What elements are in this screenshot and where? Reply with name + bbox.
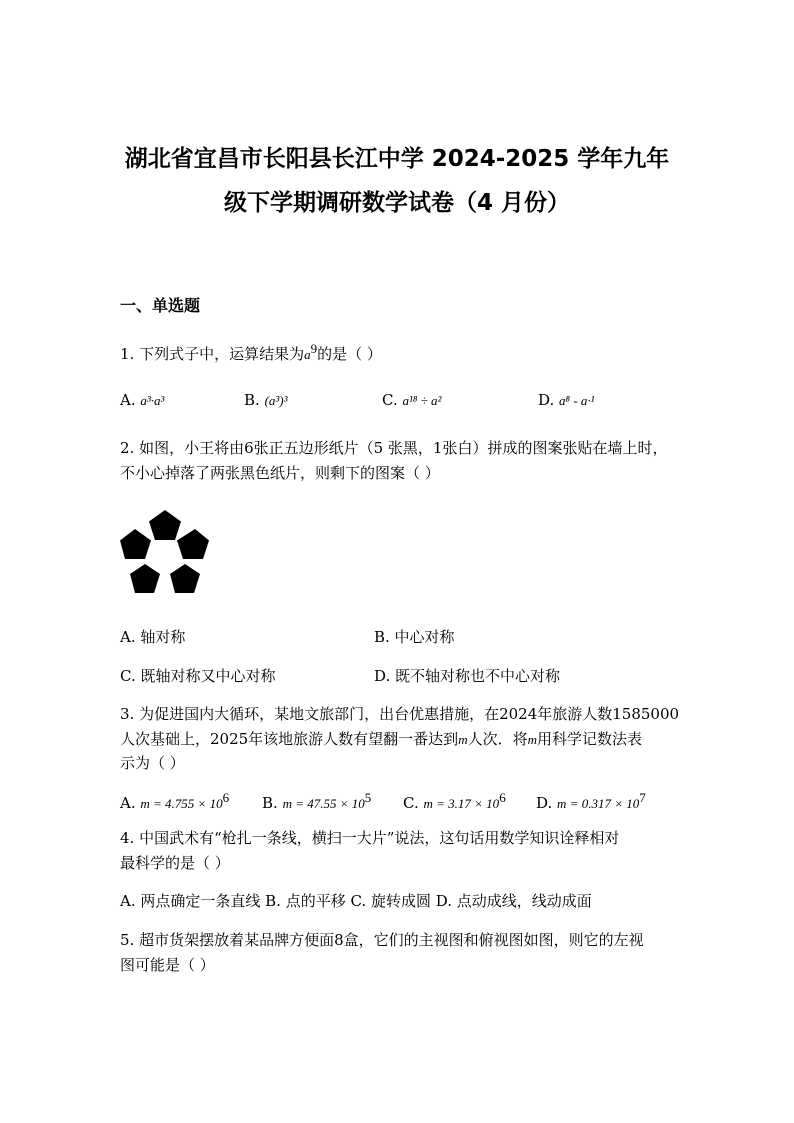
q2-stem-line2: 不小心掉落了两张黑色纸片，则剩下的图案（ ） <box>120 464 440 482</box>
q1-option-d-label: D. <box>538 391 555 409</box>
q1-option-c-math: a¹⁸ ÷ a² <box>402 393 442 408</box>
q4-options[interactable]: A. 两点确定一条直线 B. 点的平移 C. 旋转成圆 D. 点动成线，线动成面 <box>120 892 592 910</box>
q1-option-b-math: (a³)³ <box>264 393 288 408</box>
q1-option-d[interactable] <box>538 391 595 409</box>
q3-option-d[interactable] <box>536 790 646 812</box>
q5-stem-line1: 5. 超市货架摆放着某品牌方便面8盒，它们的主视图和俯视图如图，则它的左视 <box>120 931 644 949</box>
pentagon-right <box>177 529 209 559</box>
q3-option-d-math: m = 0.317 × 10 <box>557 796 640 811</box>
q1-stem-text: 1. 下列式子中，运算结果为 <box>120 345 305 363</box>
pentagon-pattern-figure <box>118 508 212 596</box>
q1-stem-tail: 的是（ ） <box>317 345 382 363</box>
q1-option-a-label: A. <box>120 391 136 409</box>
pentagon-bottom-right <box>170 564 200 593</box>
q1-stem <box>120 341 382 364</box>
q5-stem-line2: 图可能是（ ） <box>120 956 215 974</box>
q1-var: a <box>304 347 311 362</box>
q3-line2-text: 人次基础上，2025年该地旅游人数有望翻一番达到 <box>120 730 459 748</box>
q4-stem-line1: 4. 中国武术有“枪扎一条线，横扫一大片”说法，这句话用数学知识诠释相对 <box>120 829 620 847</box>
q3-option-a-label: A. <box>120 794 136 812</box>
q3-option-d-label: D. <box>536 794 553 812</box>
q3-option-a-math: m = 4.755 × 10 <box>140 796 223 811</box>
q3-stem-line1: 3. 为促进国内大循环，某地文旅部门，出台优惠措施，在2024年旅游人数1585000 <box>120 705 680 723</box>
q3-option-a[interactable] <box>120 790 229 812</box>
q3-option-d-exp: 7 <box>639 790 646 805</box>
q2-option-b[interactable]: B. 中心对称 <box>374 628 455 646</box>
q2-option-a[interactable]: A. 轴对称 <box>120 628 186 646</box>
q3-var-m2: m <box>527 732 537 747</box>
q1-option-a[interactable] <box>120 391 164 409</box>
pentagon-bottom-left <box>130 564 160 593</box>
q3-option-a-exp: 6 <box>222 790 230 805</box>
q3-option-c-math: m = 3.17 × 10 <box>423 796 500 811</box>
q3-var-m: m <box>458 732 468 747</box>
q3-option-b[interactable] <box>262 790 371 812</box>
q3-option-b-exp: 5 <box>364 790 372 805</box>
q3-stem-line2 <box>120 728 642 749</box>
q3-option-c-label: C. <box>403 794 419 812</box>
pentagon-top <box>149 510 181 540</box>
q3-option-b-math: m = 47.55 × 10 <box>282 796 365 811</box>
q1-exp: 9 <box>310 341 318 356</box>
q2-stem-line1: 2. 如图，小王将由6张正五边形纸片（5 张黑，1张白）拼成的图案张贴在墙上时， <box>120 439 668 457</box>
document-title-line1: 湖北省宜昌市长阳县长江中学 2024-2025 学年九年 <box>124 146 670 172</box>
q1-option-a-math: a³·a³ <box>140 393 165 408</box>
q3-line2-mid: 人次．将 <box>467 730 528 748</box>
q4-stem-line2: 最科学的是（ ） <box>120 854 230 872</box>
q3-option-b-label: B. <box>262 794 278 812</box>
q1-option-b-label: B. <box>244 391 260 409</box>
q2-option-d[interactable]: D. 既不轴对称也不中心对称 <box>374 667 561 685</box>
q1-option-b[interactable] <box>244 391 288 409</box>
section-heading: 一、单选题 <box>120 296 201 315</box>
document-title-line2: 级下学期调研数学试卷（4 月份） <box>223 190 570 216</box>
q3-line2-tail: 用科学记数法表 <box>536 730 642 748</box>
q1-option-d-math: a⁸ - a·¹ <box>559 393 595 408</box>
q3-option-c[interactable] <box>403 790 506 812</box>
q1-option-c[interactable] <box>382 391 441 409</box>
q2-option-c[interactable]: C. 既轴对称又中心对称 <box>120 667 276 685</box>
q1-option-c-label: C. <box>382 391 398 409</box>
q3-option-c-exp: 6 <box>499 790 506 805</box>
q3-stem-line3: 示为（ ） <box>120 754 185 772</box>
pentagon-left <box>120 529 151 559</box>
